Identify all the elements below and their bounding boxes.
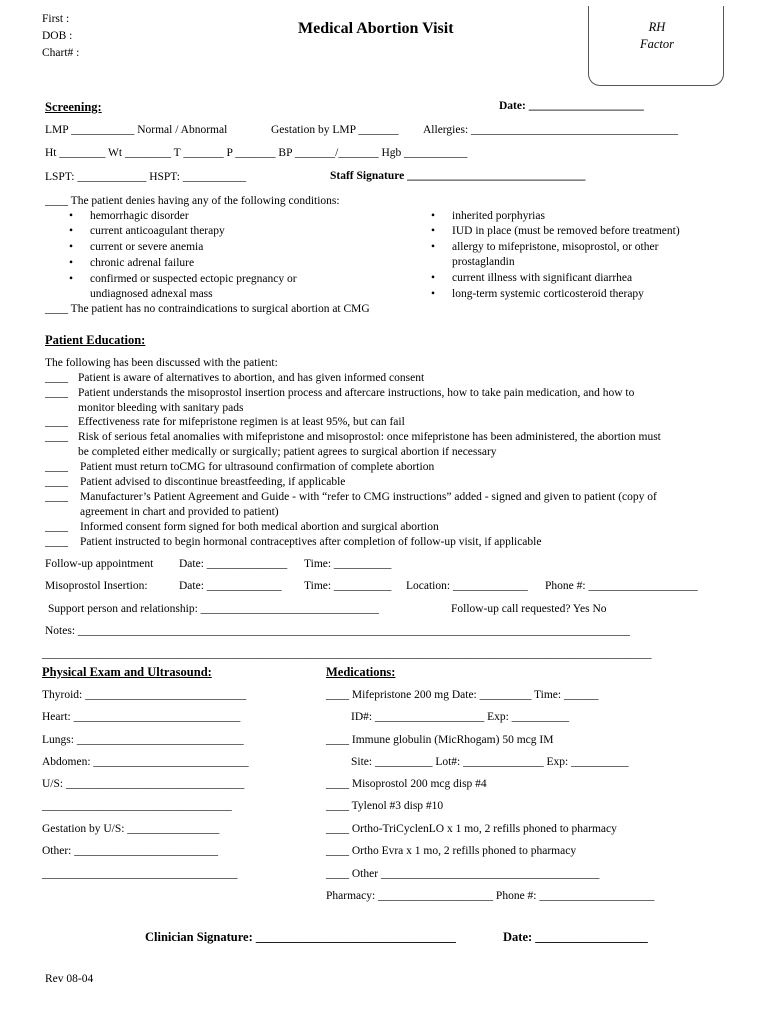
screening-heading: Screening: [45, 100, 102, 114]
lungs-field: Lungs: _____________________________ [42, 734, 244, 746]
contraindication-item: • inherited porphyrias [452, 210, 545, 222]
no-contraindications: ____ The patient has no contraindications to surgical abortion at CMG [45, 303, 370, 315]
ortho-evra-row: ____ Ortho Evra x 1 mo, 2 refills phoned to pharmacy [326, 845, 577, 857]
medication-other-row: ____ Other ______________________________________ [326, 868, 600, 880]
education-item-continued: agreement in chart and provided to patient) [80, 506, 279, 518]
misoprostol-location: Location: _____________ [406, 580, 528, 592]
contraindication-item: • IUD in place (must be removed before treatment) [452, 225, 680, 237]
checkbox-blank: ____ [45, 372, 68, 384]
followup-call: Follow-up call requested? Yes No [451, 603, 607, 615]
mifepristone-id-row: ID#: ___________________ Exp: __________ [351, 711, 570, 723]
exam-blank-line: __________________________________ [42, 868, 238, 880]
education-item: Patient advised to discontinue breastfeeding, if applicable [80, 476, 346, 488]
factor-label: Factor [639, 37, 675, 51]
checkbox-blank: ____ [45, 536, 68, 548]
mifepristone-row: ____ Mifepristone 200 mg Date: _________ Time: ______ [326, 689, 599, 701]
immune-globulin-row: ____ Immune globulin (MicRhogam) 50 mcg IM [326, 734, 554, 746]
chart-number-field: Chart# : [42, 47, 80, 59]
screening-date: Date: ____________________ [499, 100, 644, 112]
lmp-field: LMP ___________ Normal / Abnormal [45, 124, 228, 136]
exam-other-field: Other: _________________________ [42, 845, 219, 857]
education-item: Manufacturer’s Patient Agreement and Guide - with “refer to CMG instructions” added - signed and given to patient (copy of [80, 491, 657, 503]
education-item: Patient must return toCMG for ultrasound confirmation of complete abortion [80, 461, 435, 473]
exam-blank-line: _________________________________ [42, 800, 232, 812]
immune-globulin-site-row: Site: __________ Lot#: ______________ Exp: __________ [351, 756, 629, 768]
contraindication-item: • current illness with significant diarrhea [452, 272, 632, 284]
heart-field: Heart: _____________________________ [42, 711, 241, 723]
checkbox-blank: ____ [45, 387, 68, 399]
checkbox-blank: ____ [45, 416, 68, 428]
notes-field: Notes: ________________________________________________________________________________________________ [45, 625, 630, 637]
gestation-lmp-field: Gestation by LMP _______ [271, 124, 399, 136]
contraindication-item: • chronic adrenal failure [90, 257, 194, 269]
contraindication-item: • allergy to mifepristone, misoprostol, or other [452, 241, 658, 253]
physical-exam-heading: Physical Exam and Ultrasound: [42, 665, 212, 679]
notes-line: __________________________________________________________________________________________________________ [42, 648, 652, 660]
thyroid-field: Thyroid: ____________________________ [42, 689, 247, 701]
form-title: Medical Abortion Visit [298, 20, 454, 37]
abdomen-field: Abdomen: ___________________________ [42, 756, 249, 768]
education-item: Risk of serious fetal anomalies with mifepristone and misoprostol: once mifepristone has been administered, the abortion must [78, 431, 661, 443]
contraindication-item: • hemorrhagic disorder [90, 210, 189, 222]
rh-label: RH [648, 20, 666, 34]
misoprostol-date: Date: _____________ [179, 580, 282, 592]
lspt-hspt-row: LSPT: ____________ HSPT: ___________ [45, 171, 247, 183]
checkbox-blank: ____ [45, 461, 68, 473]
followup-date: Date: ______________ [179, 558, 288, 570]
gestation-us-field: Gestation by U/S: ________________ [42, 823, 220, 835]
contraindication-item: • current anticoagulant therapy [90, 225, 225, 237]
denies-conditions: ____ The patient denies having any of the following conditions: [45, 195, 340, 207]
misoprostol-phone: Phone #: ___________________ [545, 580, 698, 592]
contraindication-item-continued: prostaglandin [452, 256, 515, 268]
checkbox-blank: ____ [45, 431, 68, 443]
first-name-field: First : [42, 13, 70, 25]
checkbox-blank: ____ [45, 521, 68, 533]
contraindication-item: • confirmed or suspected ectopic pregnancy or [90, 273, 297, 285]
misoprostol-row: ____ Misoprostol 200 mcg disp #4 [326, 778, 487, 790]
education-item-continued: be completed either medically or surgically; patient agrees to surgical abortion if necessary [78, 446, 497, 458]
clinician-date: Date: __________________ [503, 930, 648, 944]
ultrasound-field: U/S: _______________________________ [42, 778, 245, 790]
tylenol-row: ____ Tylenol #3 disp #10 [326, 800, 444, 812]
staff-signature: Staff Signature _______________________________ [330, 170, 586, 182]
education-item: Effectiveness rate for mifepristone regimen is at least 95%, but can fail [78, 416, 405, 428]
rh-factor-box [588, 6, 724, 86]
education-item: Informed consent form signed for both medical abortion and surgical abortion [80, 521, 439, 533]
allergies-field: Allergies: ____________________________________ [423, 124, 679, 136]
checkbox-blank: ____ [45, 491, 68, 503]
contraindication-item: • current or severe anemia [90, 241, 203, 253]
dob-field: DOB : [42, 30, 73, 42]
education-item-continued: monitor bleeding with sanitary pads [78, 402, 244, 414]
contraindication-item: • long-term systemic corticosteroid therapy [452, 288, 644, 300]
misoprostol-insertion-label: Misoprostol Insertion: [45, 580, 148, 592]
education-item: Patient instructed to begin hormonal contraceptives after completion of follow-up visit, if applicable [80, 536, 542, 548]
clinician-signature: Clinician Signature: ________________________________ [145, 930, 456, 944]
pharmacy-row: Pharmacy: ____________________ Phone #: ____________________ [326, 890, 655, 902]
medications-heading: Medications: [326, 665, 396, 679]
education-item: Patient understands the misoprostol insertion process and aftercare instructions, how to take pain medication, and how to [78, 387, 635, 399]
ortho-tricyclen-row: ____ Ortho-TriCyclenLO x 1 mo, 2 refills phoned to pharmacy [326, 823, 617, 835]
patient-education-heading: Patient Education: [45, 333, 146, 347]
checkbox-blank: ____ [45, 476, 68, 488]
misoprostol-time: Time: __________ [304, 580, 392, 592]
education-item: Patient is aware of alternatives to abortion, and has given informed consent [78, 372, 425, 384]
followup-label: Follow-up appointment [45, 558, 154, 570]
contraindication-item-continued: undiagnosed adnexal mass [90, 288, 213, 300]
followup-time: Time: __________ [304, 558, 392, 570]
support-person: Support person and relationship: _______________________________ [48, 603, 379, 615]
vitals-row: Ht ________ Wt ________ T _______ P _______ BP _______/_______ Hgb ___________ [45, 147, 468, 159]
revision-label: Rev 08-04 [45, 973, 94, 985]
education-intro: The following has been discussed with the patient: [45, 357, 278, 369]
